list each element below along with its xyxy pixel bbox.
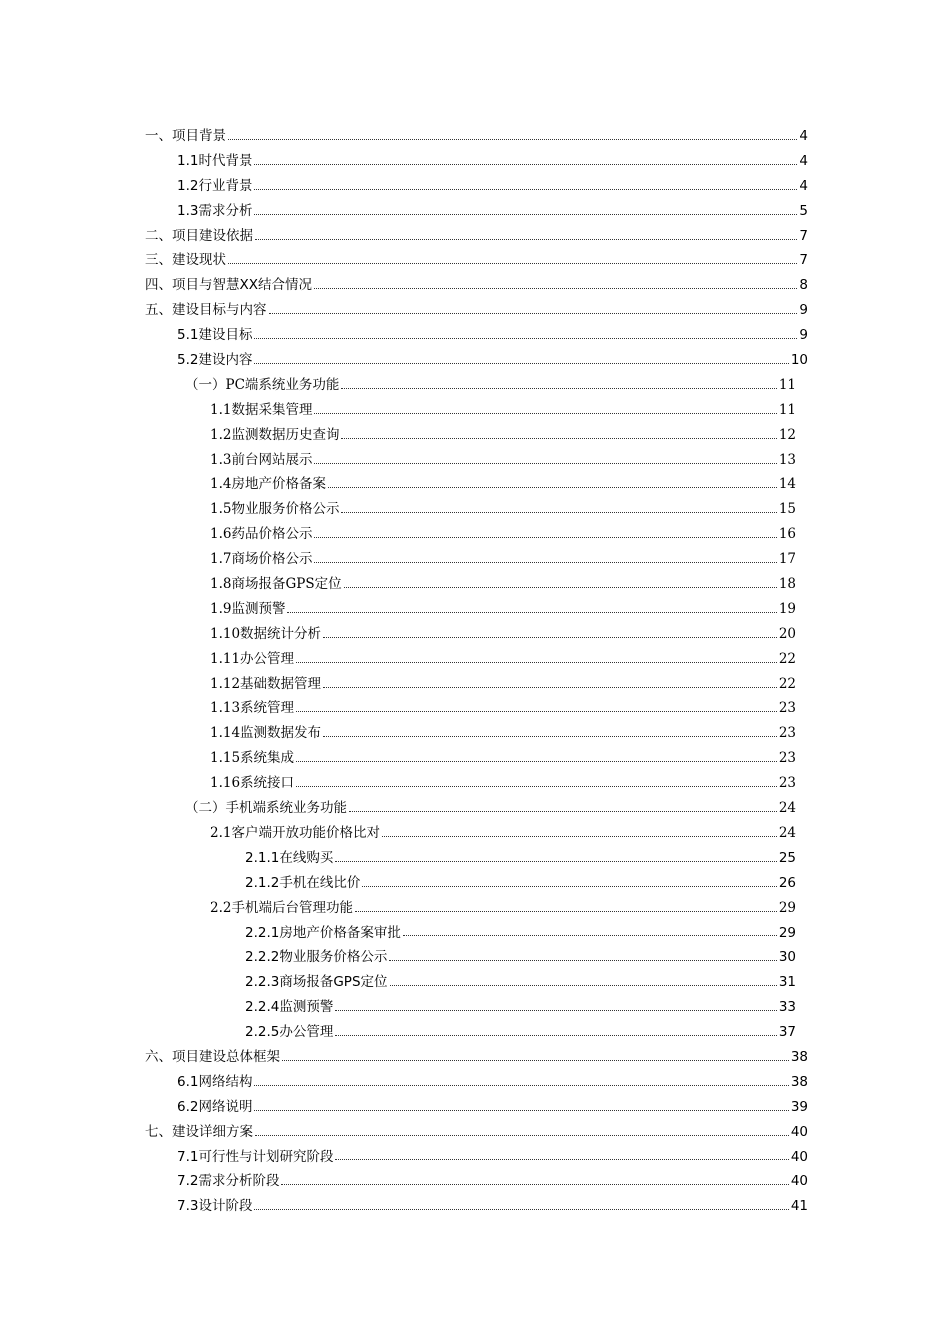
toc-dot-leader	[254, 189, 797, 190]
toc-entry-label: 1.5物业服务价格公示	[210, 501, 340, 518]
toc-entry[interactable]	[145, 448, 808, 473]
toc-dot-leader	[255, 239, 797, 240]
toc-dot-leader	[341, 388, 776, 389]
toc-dot-leader	[296, 761, 777, 762]
toc-entry-label: 1.6药品价格公示	[210, 526, 313, 543]
toc-entry-label: 1.3需求分析	[177, 202, 253, 219]
toc-entry-label: 1.3前台网站展示	[210, 451, 313, 468]
toc-entry-page-number: 24	[778, 800, 796, 817]
toc-entry-label: 2.2.3商场报备GPS定位	[245, 974, 388, 991]
toc-entry-page-number: 38	[790, 1073, 808, 1090]
toc-entry-page-number: 25	[778, 849, 796, 866]
toc-entry-page-number: 26	[778, 874, 796, 891]
table-of-contents	[145, 124, 808, 1219]
toc-entry-label: 1.15系统集成	[210, 750, 295, 767]
toc-entry-page-number: 7	[799, 227, 808, 244]
toc-entry-page-number: 17	[778, 551, 796, 568]
toc-entry-label: 1.2监测数据历史查询	[210, 426, 340, 443]
toc-entry-page-number: 4	[799, 128, 808, 144]
toc-entry-label: 2.2.4监测预警	[245, 999, 334, 1016]
toc-entry[interactable]	[145, 323, 808, 348]
toc-entry-label: 1.16系统接口	[210, 775, 295, 792]
toc-dot-leader	[403, 935, 777, 936]
toc-dot-leader	[254, 214, 797, 215]
toc-entry[interactable]	[145, 497, 808, 522]
toc-dot-leader	[296, 711, 777, 712]
toc-entry-page-number: 23	[778, 700, 796, 717]
toc-dot-leader	[254, 1209, 788, 1210]
toc-entry[interactable]	[145, 622, 808, 647]
toc-dot-leader	[314, 463, 776, 464]
toc-entry-label: 1.10数据统计分析	[210, 625, 322, 642]
toc-entry-page-number: 22	[778, 650, 796, 667]
toc-dot-leader	[228, 263, 797, 264]
toc-entry-label: （二）手机端系统业务功能	[185, 800, 347, 817]
toc-dot-leader	[349, 811, 777, 812]
toc-entry-label: 2.2.1房地产价格备案审批	[245, 924, 401, 941]
toc-entry-page-number: 29	[778, 899, 796, 916]
toc-entry[interactable]	[145, 398, 808, 423]
toc-entry-page-number: 4	[799, 152, 808, 169]
toc-entry[interactable]	[145, 746, 808, 771]
toc-dot-leader	[314, 537, 776, 538]
toc-entry[interactable]	[145, 945, 808, 970]
toc-entry[interactable]	[145, 821, 808, 846]
toc-entry[interactable]	[145, 696, 808, 721]
toc-entry-label: 二、项目建设依据	[145, 227, 253, 244]
toc-entry-page-number: 31	[778, 974, 796, 991]
toc-entry-label: 5.2建设内容	[177, 352, 253, 369]
toc-entry-page-number: 8	[799, 277, 808, 294]
toc-entry-label: 1.1时代背景	[177, 152, 253, 169]
toc-entry-page-number: 23	[778, 725, 796, 742]
toc-entry[interactable]	[145, 970, 808, 995]
toc-entry[interactable]	[145, 472, 808, 497]
toc-entry[interactable]	[145, 796, 808, 821]
toc-dot-leader	[281, 1184, 788, 1185]
toc-entry-page-number: 11	[778, 401, 796, 418]
toc-entry-label: 2.1客户端开放功能价格比对	[210, 824, 380, 841]
toc-entry-label: 一、项目背景	[145, 128, 226, 144]
toc-entry-label: 1.9监测预警	[210, 600, 286, 617]
toc-entry[interactable]	[145, 1070, 808, 1095]
toc-dot-leader	[255, 1135, 789, 1136]
toc-entry[interactable]	[145, 921, 808, 946]
toc-entry-page-number: 18	[778, 576, 796, 593]
toc-dot-leader	[335, 1035, 776, 1036]
toc-entry[interactable]	[145, 199, 808, 224]
toc-entry-label: 1.4房地产价格备案	[210, 476, 326, 493]
toc-entry-page-number: 40	[790, 1123, 808, 1140]
toc-entry-label: 六、项目建设总体框架	[145, 1048, 280, 1065]
toc-entry[interactable]	[145, 1169, 808, 1194]
toc-dot-leader	[323, 736, 777, 737]
toc-entry-label: 1.2行业背景	[177, 177, 253, 194]
toc-entry[interactable]	[145, 348, 808, 373]
toc-entry-label: 1.7商场价格公示	[210, 551, 313, 568]
toc-entry-label: 6.2网络说明	[177, 1098, 253, 1115]
toc-entry-page-number: 19	[778, 600, 796, 617]
toc-entry-label: 三、建设现状	[145, 252, 226, 269]
toc-entry-page-number: 33	[778, 999, 796, 1016]
toc-entry[interactable]	[145, 298, 808, 323]
toc-entry[interactable]	[145, 672, 808, 697]
toc-dot-leader	[382, 836, 777, 837]
toc-entry-label: 5.1建设目标	[177, 327, 253, 344]
toc-entry[interactable]	[145, 423, 808, 448]
toc-entry-page-number: 16	[778, 526, 796, 543]
toc-dot-leader	[314, 288, 797, 289]
toc-entry-label: 2.2手机端后台管理功能	[210, 899, 353, 916]
toc-entry-page-number: 39	[790, 1098, 808, 1115]
toc-entry-page-number: 13	[778, 451, 796, 468]
toc-dot-leader	[228, 139, 797, 140]
toc-entry[interactable]	[145, 248, 808, 273]
toc-entry[interactable]	[145, 373, 808, 398]
toc-entry[interactable]	[145, 597, 808, 622]
toc-entry-page-number: 23	[778, 750, 796, 767]
toc-dot-leader	[254, 338, 797, 339]
toc-entry-page-number: 14	[778, 476, 796, 493]
toc-dot-leader	[390, 985, 777, 986]
toc-dot-leader	[355, 911, 777, 912]
toc-entry-page-number: 40	[790, 1173, 808, 1190]
toc-entry-page-number: 9	[799, 302, 808, 319]
toc-entry[interactable]	[145, 1145, 808, 1170]
toc-entry-page-number: 9	[799, 327, 808, 344]
toc-entry-label: 1.1数据采集管理	[210, 401, 313, 418]
toc-entry-page-number: 24	[778, 824, 796, 841]
toc-dot-leader	[254, 363, 788, 364]
toc-entry[interactable]	[145, 721, 808, 746]
toc-entry-page-number: 4	[799, 177, 808, 194]
toc-entry-page-number: 29	[778, 924, 796, 941]
toc-entry-page-number: 30	[778, 949, 796, 966]
toc-dot-leader	[254, 164, 797, 165]
toc-entry[interactable]	[145, 896, 808, 921]
toc-dot-leader	[269, 313, 798, 314]
toc-dot-leader	[323, 637, 777, 638]
toc-entry[interactable]	[145, 995, 808, 1020]
toc-dot-leader	[287, 612, 776, 613]
toc-dot-leader	[362, 886, 776, 887]
toc-entry-label: 1.8商场报备GPS定位	[210, 576, 342, 593]
toc-entry[interactable]	[145, 1045, 808, 1070]
toc-entry[interactable]	[145, 1120, 808, 1145]
toc-entry-label: 7.3设计阶段	[177, 1198, 253, 1215]
toc-entry[interactable]	[145, 871, 808, 896]
toc-entry-label: 1.12基础数据管理	[210, 675, 322, 692]
toc-entry-page-number: 11	[778, 376, 796, 393]
toc-dot-leader	[323, 687, 777, 688]
toc-entry[interactable]	[145, 174, 808, 199]
toc-entry-page-number: 22	[778, 675, 796, 692]
toc-entry[interactable]	[145, 547, 808, 572]
toc-entry[interactable]	[145, 273, 808, 298]
toc-entry-page-number: 15	[778, 501, 796, 518]
toc-entry-page-number: 38	[790, 1048, 808, 1065]
toc-entry-page-number: 37	[778, 1024, 796, 1041]
toc-entry-label: 7.1可行性与计划研究阶段	[177, 1148, 334, 1165]
toc-entry-page-number: 5	[799, 202, 808, 219]
toc-entry[interactable]	[145, 846, 808, 871]
toc-entry[interactable]	[145, 124, 808, 149]
toc-dot-leader	[296, 786, 777, 787]
toc-entry[interactable]	[145, 149, 808, 174]
toc-dot-leader	[341, 438, 776, 439]
toc-entry-label: 7.2需求分析阶段	[177, 1173, 280, 1190]
toc-entry-label: 五、建设目标与内容	[145, 302, 267, 319]
toc-entry-label: 2.2.2物业服务价格公示	[245, 949, 388, 966]
toc-dot-leader	[335, 861, 776, 862]
toc-entry-label: 1.14监测数据发布	[210, 725, 322, 742]
toc-entry[interactable]	[145, 224, 808, 249]
toc-entry[interactable]	[145, 771, 808, 796]
toc-dot-leader	[296, 662, 777, 663]
toc-entry-label: 2.1.2手机在线比价	[245, 874, 361, 891]
toc-entry-page-number: 23	[778, 775, 796, 792]
toc-dot-leader	[314, 413, 776, 414]
toc-dot-leader	[254, 1110, 788, 1111]
toc-dot-leader	[344, 587, 777, 588]
toc-entry[interactable]	[145, 1194, 808, 1219]
toc-dot-leader	[389, 960, 776, 961]
toc-entry-label: 2.1.1在线购买	[245, 849, 334, 866]
toc-dot-leader	[254, 1085, 788, 1086]
toc-entry-page-number: 41	[790, 1198, 808, 1215]
toc-dot-leader	[282, 1060, 789, 1061]
toc-dot-leader	[328, 487, 777, 488]
toc-entry-label: 七、建设详细方案	[145, 1123, 253, 1140]
toc-entry-label: 1.11办公管理	[210, 650, 295, 667]
toc-entry-label: （一）PC端系统业务功能	[185, 376, 340, 393]
toc-entry[interactable]	[145, 572, 808, 597]
toc-entry-label: 6.1网络结构	[177, 1073, 253, 1090]
toc-entry-page-number: 12	[778, 426, 796, 443]
toc-dot-leader	[341, 512, 776, 513]
toc-dot-leader	[335, 1010, 776, 1011]
toc-entry-label: 四、项目与智慧XX结合情况	[145, 277, 312, 294]
toc-entry[interactable]	[145, 1020, 808, 1045]
toc-entry-label: 2.2.5办公管理	[245, 1024, 334, 1041]
toc-dot-leader	[314, 562, 776, 563]
toc-entry[interactable]	[145, 647, 808, 672]
toc-entry-page-number: 7	[799, 252, 808, 269]
toc-dot-leader	[335, 1159, 788, 1160]
toc-entry-page-number: 20	[778, 625, 796, 642]
toc-entry[interactable]	[145, 1095, 808, 1120]
toc-entry-label: 1.13系统管理	[210, 700, 295, 717]
toc-entry[interactable]	[145, 522, 808, 547]
toc-entry-page-number: 10	[790, 352, 808, 369]
toc-entry-page-number: 40	[790, 1148, 808, 1165]
